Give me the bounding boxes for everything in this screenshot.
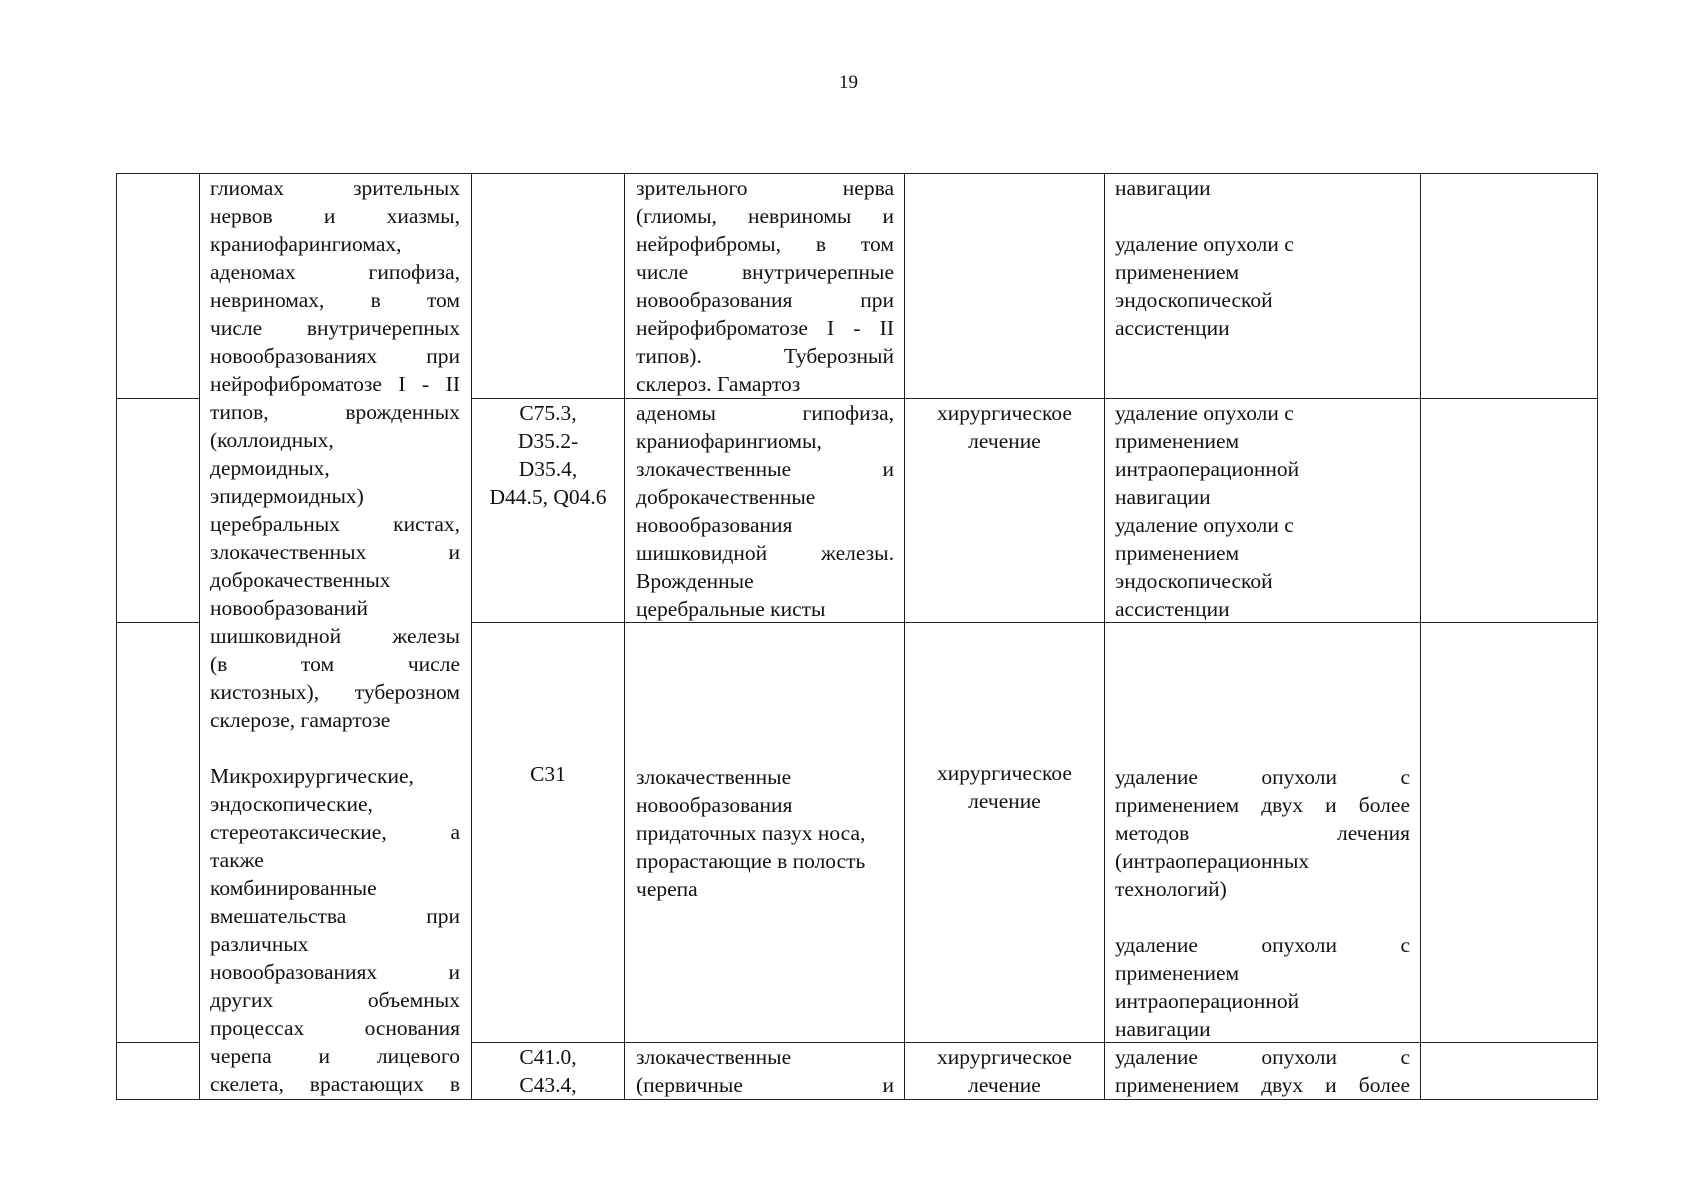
row2-method: [1115, 399, 1410, 623]
text-line: церебральные кисты: [636, 597, 826, 621]
text-line: злокачественных и: [210, 540, 460, 564]
text-line: глиомах зрительных: [210, 176, 460, 200]
text-line: применением: [1115, 961, 1240, 985]
text-line: C43.4,: [519, 1073, 577, 1097]
text-line: применением двух и более: [1115, 793, 1410, 817]
row4-method: [1115, 1043, 1410, 1099]
text-line: типов). Туберозный: [636, 344, 894, 368]
text-line: доброкачественные: [636, 485, 816, 509]
text-line: удаление опухоли с: [1115, 1045, 1410, 1069]
text-line: нервов и хиазмы,: [210, 204, 460, 228]
text-line: навигации: [1115, 485, 1211, 509]
row4-codes: [472, 1043, 624, 1099]
text-line: новообразованиях и: [210, 960, 460, 984]
row2-codes: [472, 399, 624, 511]
text-line: ассистенции: [1115, 597, 1230, 621]
text-line: стереотаксические, а: [210, 820, 460, 844]
row3-diagnosis: [636, 763, 894, 903]
text-line: хирургическое: [937, 401, 1072, 425]
text-line: (глиомы, невриномы и: [636, 204, 894, 228]
text-line: навигации: [1115, 1017, 1211, 1041]
text-line: навигации: [1115, 176, 1211, 200]
text-line: лечение: [968, 789, 1041, 813]
text-line: (интраоперационных: [1115, 849, 1310, 873]
text-line: (в том числе: [210, 652, 460, 676]
text-line: доброкачественных: [210, 568, 391, 592]
text-line: злокачественные и: [636, 457, 894, 481]
text-line: применением: [1115, 260, 1240, 284]
text-line: черепа и лицевого: [210, 1044, 460, 1068]
row1-method: [1115, 174, 1410, 342]
text-line: Врожденные: [636, 569, 754, 593]
text-line: удаление опухоли с: [1115, 765, 1410, 789]
text-line: новообразований: [210, 596, 369, 620]
text-line: вмешательства при: [210, 904, 460, 928]
text-line: также: [210, 848, 264, 872]
text-line: новообразования: [636, 513, 793, 537]
text-line: черепа: [636, 877, 698, 901]
text-line: аденомах гипофиза,: [210, 260, 460, 284]
text-line: технологий): [1115, 877, 1227, 901]
text-line: склероз. Гамартоз: [636, 372, 801, 396]
text-line: злокачественные: [636, 1045, 792, 1069]
text-line: D35.2-: [517, 429, 579, 453]
text-line: ассистенции: [1115, 316, 1230, 340]
row3-treatment: [905, 759, 1104, 815]
text-line: краниофарингиомы,: [636, 429, 822, 453]
text-line: новообразования при: [636, 288, 894, 312]
text-line: аденомы гипофиза,: [636, 401, 894, 425]
text-line: нейрофибромы, в том: [636, 232, 894, 256]
text-line: C75.3,: [519, 401, 577, 425]
row2-treatment: [905, 399, 1104, 455]
row3-method: [1115, 763, 1410, 1043]
text-line: [1115, 202, 1410, 230]
text-line: зрительного нерва: [636, 176, 894, 200]
text-line: кистозных), туберозном: [210, 680, 460, 704]
text-line: эндоскопической: [1115, 569, 1273, 593]
text-line: придаточных пазух носа,: [636, 821, 866, 845]
text-line: интраоперационной: [1115, 457, 1300, 481]
text-line: применением: [1115, 541, 1240, 565]
text-line: различных: [210, 932, 309, 956]
text-line: типов, врожденных: [210, 400, 460, 424]
intervention-type-text: [210, 174, 460, 1098]
text-line: D44.5, Q04.6: [489, 485, 607, 509]
text-line: шишковидной железы: [210, 624, 460, 648]
text-line: новообразования: [636, 793, 793, 817]
text-line: хирургическое: [937, 1045, 1072, 1069]
text-line: интраоперационной: [1115, 989, 1300, 1013]
text-line: числе внутричерепных: [210, 316, 460, 340]
text-line: лечение: [968, 429, 1041, 453]
text-line: [210, 734, 460, 762]
text-line: применением двух и более: [1115, 1073, 1410, 1097]
text-line: удаление опухоли с: [1115, 933, 1410, 957]
text-line: числе внутричерепные: [636, 260, 894, 284]
text-line: (первичные и: [636, 1073, 894, 1097]
text-line: нейрофиброматозе I - II: [210, 372, 460, 396]
text-line: эндоскопические,: [210, 792, 373, 816]
row4-treatment: [905, 1043, 1104, 1099]
row2-diagnosis: [636, 399, 894, 623]
text-line: лечение: [968, 1073, 1041, 1097]
text-line: методов лечения: [1115, 821, 1410, 845]
text-line: эпидермоидных): [210, 484, 364, 508]
text-line: других объемных: [210, 988, 460, 1012]
text-line: церебральных кистах,: [210, 512, 460, 536]
row1-diagnosis: [636, 174, 894, 398]
text-line: прорастающие в полость: [636, 849, 866, 873]
text-line: процессах основания: [210, 1016, 460, 1040]
text-line: нейрофиброматозе I - II: [636, 316, 894, 340]
text-line: хирургическое: [937, 761, 1072, 785]
text-line: применением: [1115, 429, 1240, 453]
text-line: дермоидных,: [210, 456, 330, 480]
text-line: эндоскопической: [1115, 288, 1273, 312]
text-line: [1115, 903, 1410, 931]
text-line: C31: [530, 762, 566, 786]
text-line: C41.0,: [519, 1045, 577, 1069]
page-number: 19: [839, 72, 858, 93]
row3-codes: [472, 760, 624, 788]
text-line: злокачественные: [636, 765, 792, 789]
text-line: комбинированные: [210, 876, 377, 900]
text-line: невриномах, в том: [210, 288, 460, 312]
text-line: удаление опухоли с: [1115, 232, 1294, 256]
text-line: удаление опухоли с: [1115, 513, 1294, 537]
row4-diagnosis: [636, 1043, 894, 1099]
text-line: склерозе, гамартозе: [210, 708, 391, 732]
text-line: новообразованиях при: [210, 344, 460, 368]
text-line: шишковидной железы.: [636, 541, 894, 565]
text-line: D35.4,: [518, 457, 578, 481]
text-line: Микрохирургические,: [210, 764, 414, 788]
text-line: (коллоидных,: [210, 428, 334, 452]
text-line: скелета, врастающих в: [210, 1072, 460, 1096]
text-line: удаление опухоли с: [1115, 401, 1294, 425]
text-line: краниофарингиомах,: [210, 232, 402, 256]
